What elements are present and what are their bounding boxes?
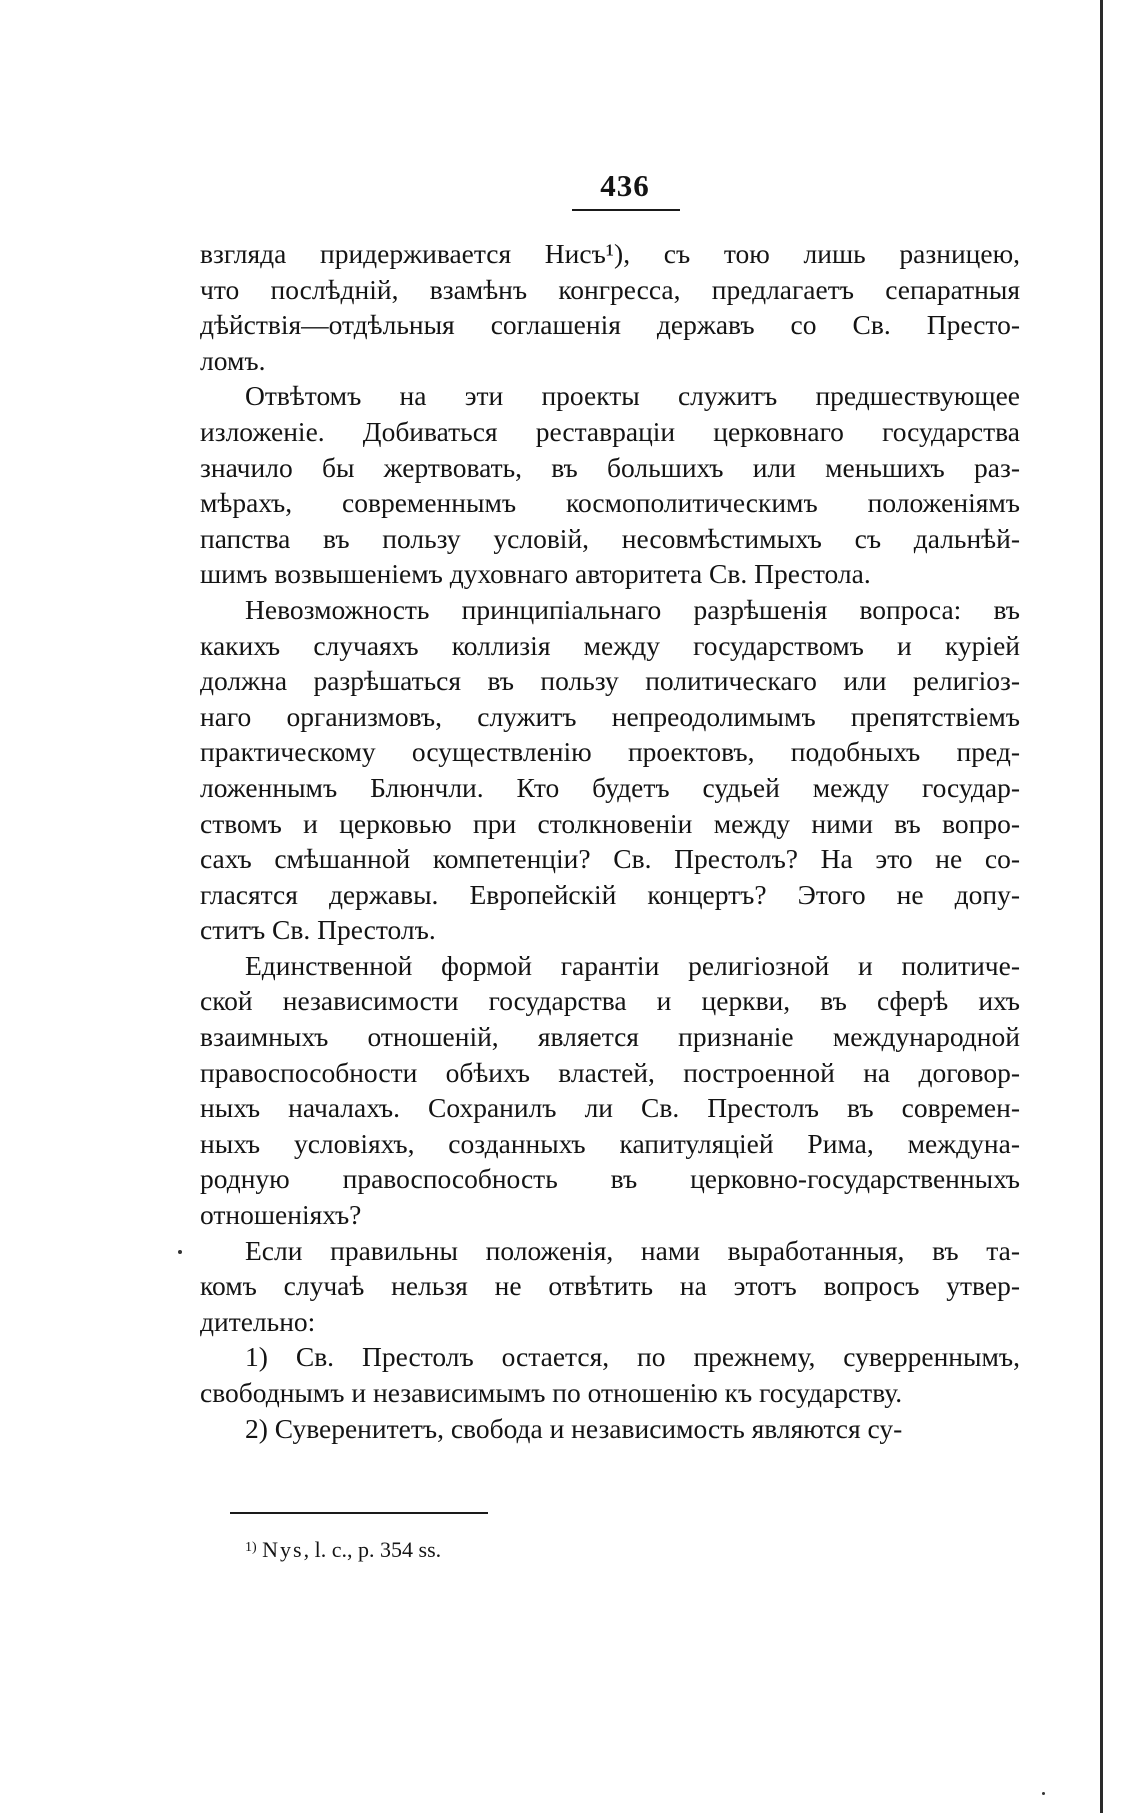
text-line: взгляда придерживается Нисъ¹), съ тою лишь разницею, (200, 238, 1020, 269)
text-line: комъ случаѣ нельзя не отвѣтить на этотъ вопросъ утвер- (200, 1270, 1020, 1302)
page-edge-line (1100, 0, 1103, 1813)
footnote-rule (230, 1512, 488, 1514)
page-number-rule (572, 209, 680, 211)
text-line: мѣрахъ, современнымъ космополитическимъ положеніямъ (200, 487, 1020, 519)
paragraph (200, 1411, 1020, 1447)
text-line: Отвѣтомъ на эти проекты служитъ предшествующее (245, 380, 1020, 412)
paragraph (200, 378, 1020, 592)
text-line: ской независимости государства и церкви, въ сферѣ ихъ (200, 985, 1020, 1017)
text-line: ложеннымъ Блюнчли. Кто будетъ судьей между государ- (200, 771, 1020, 803)
text-line: наго организмовъ, служитъ непреодолимымъ препятствіемъ (200, 700, 1020, 732)
paragraph (200, 236, 1020, 378)
text-line: должна разрѣшаться въ пользу политическаго или религіоз- (200, 665, 1020, 697)
text-line: правоспособности обѣихъ властей, построенной на договор- (200, 1056, 1020, 1088)
footnote-author: Nys (262, 1537, 304, 1562)
text-line: сахъ смѣшанной компетенціи? Св. Престолъ? На это не со- (200, 843, 1020, 875)
text-line: свободнымъ и независимымъ по отношенію къ государству. (200, 1377, 903, 1408)
text-line: дѣйствія—отдѣльныя соглашенія державъ со Св. Престо- (200, 309, 1020, 341)
text-line: 2) Суверенитетъ, свобода и независимость являются су- (245, 1412, 903, 1444)
text-line: практическому осуществленію проектовъ, подобныхъ пред- (200, 736, 1020, 768)
scan-speck (178, 1250, 182, 1254)
paragraph (200, 1233, 1020, 1340)
text-line: значило бы жертвовать, въ большихъ или меньшихъ раз- (200, 451, 1020, 483)
text-line: дительно: (200, 1305, 316, 1337)
text-line: отношеніяхъ? (200, 1199, 362, 1231)
footnote (245, 1537, 441, 1563)
text-line: ломъ. (200, 344, 266, 376)
text-line: Невозможность принципіальнаго разрѣшенія вопроса: въ (245, 593, 1020, 625)
paragraph (200, 592, 1020, 948)
text-line: ныхъ условіяхъ, созданныхъ капитуляціей Рима, междуна- (200, 1127, 1020, 1159)
scan-speck (1042, 1792, 1045, 1795)
paragraph (200, 948, 1020, 1233)
text-line: шимъ возвышеніемъ духовнаго авторитета Св. Престола. (200, 558, 871, 590)
text-line: 1) Св. Престолъ остается, по прежнему, суверреннымъ, (245, 1341, 1020, 1373)
text-line: взаимныхъ отношеній, является признаніе международной (200, 1021, 1020, 1053)
footnote-marker: 1) (245, 1540, 257, 1555)
paragraph (200, 1339, 1020, 1410)
text-line: какихъ случаяхъ коллизія между государствомъ и куріей (200, 629, 1020, 661)
text-line: ститъ Св. Престолъ. (200, 914, 436, 946)
text-line: Если правильны положенія, нами выработанныя, въ та- (245, 1234, 1020, 1266)
footnote-reference: , l. c., p. 354 ss. (303, 1537, 442, 1562)
text-line: родную правоспособность въ церковно-государственныхъ (200, 1163, 1020, 1195)
page-number: 436 (600, 168, 650, 203)
text-line: что послѣдній, взамѣнъ конгресса, предлагаетъ сепаратныя (200, 273, 1020, 305)
text-line: папства въ пользу условій, несовмѣстимыхъ съ дальнѣй- (200, 522, 1020, 554)
text-line: изложеніе. Добиваться реставраціи церковнаго государства (200, 415, 1020, 447)
text-line: гласятся державы. Европейскій концертъ? Этого не допу- (200, 878, 1020, 910)
text-line: ныхъ началахъ. Сохранилъ ли Св. Престолъ въ современ- (200, 1092, 1020, 1124)
text-line: ствомъ и церковью при столкновеніи между ними въ вопро- (200, 807, 1020, 839)
body-text (200, 236, 1020, 1446)
text-line: Единственной формой гарантіи религіозной и политиче- (245, 949, 1020, 981)
